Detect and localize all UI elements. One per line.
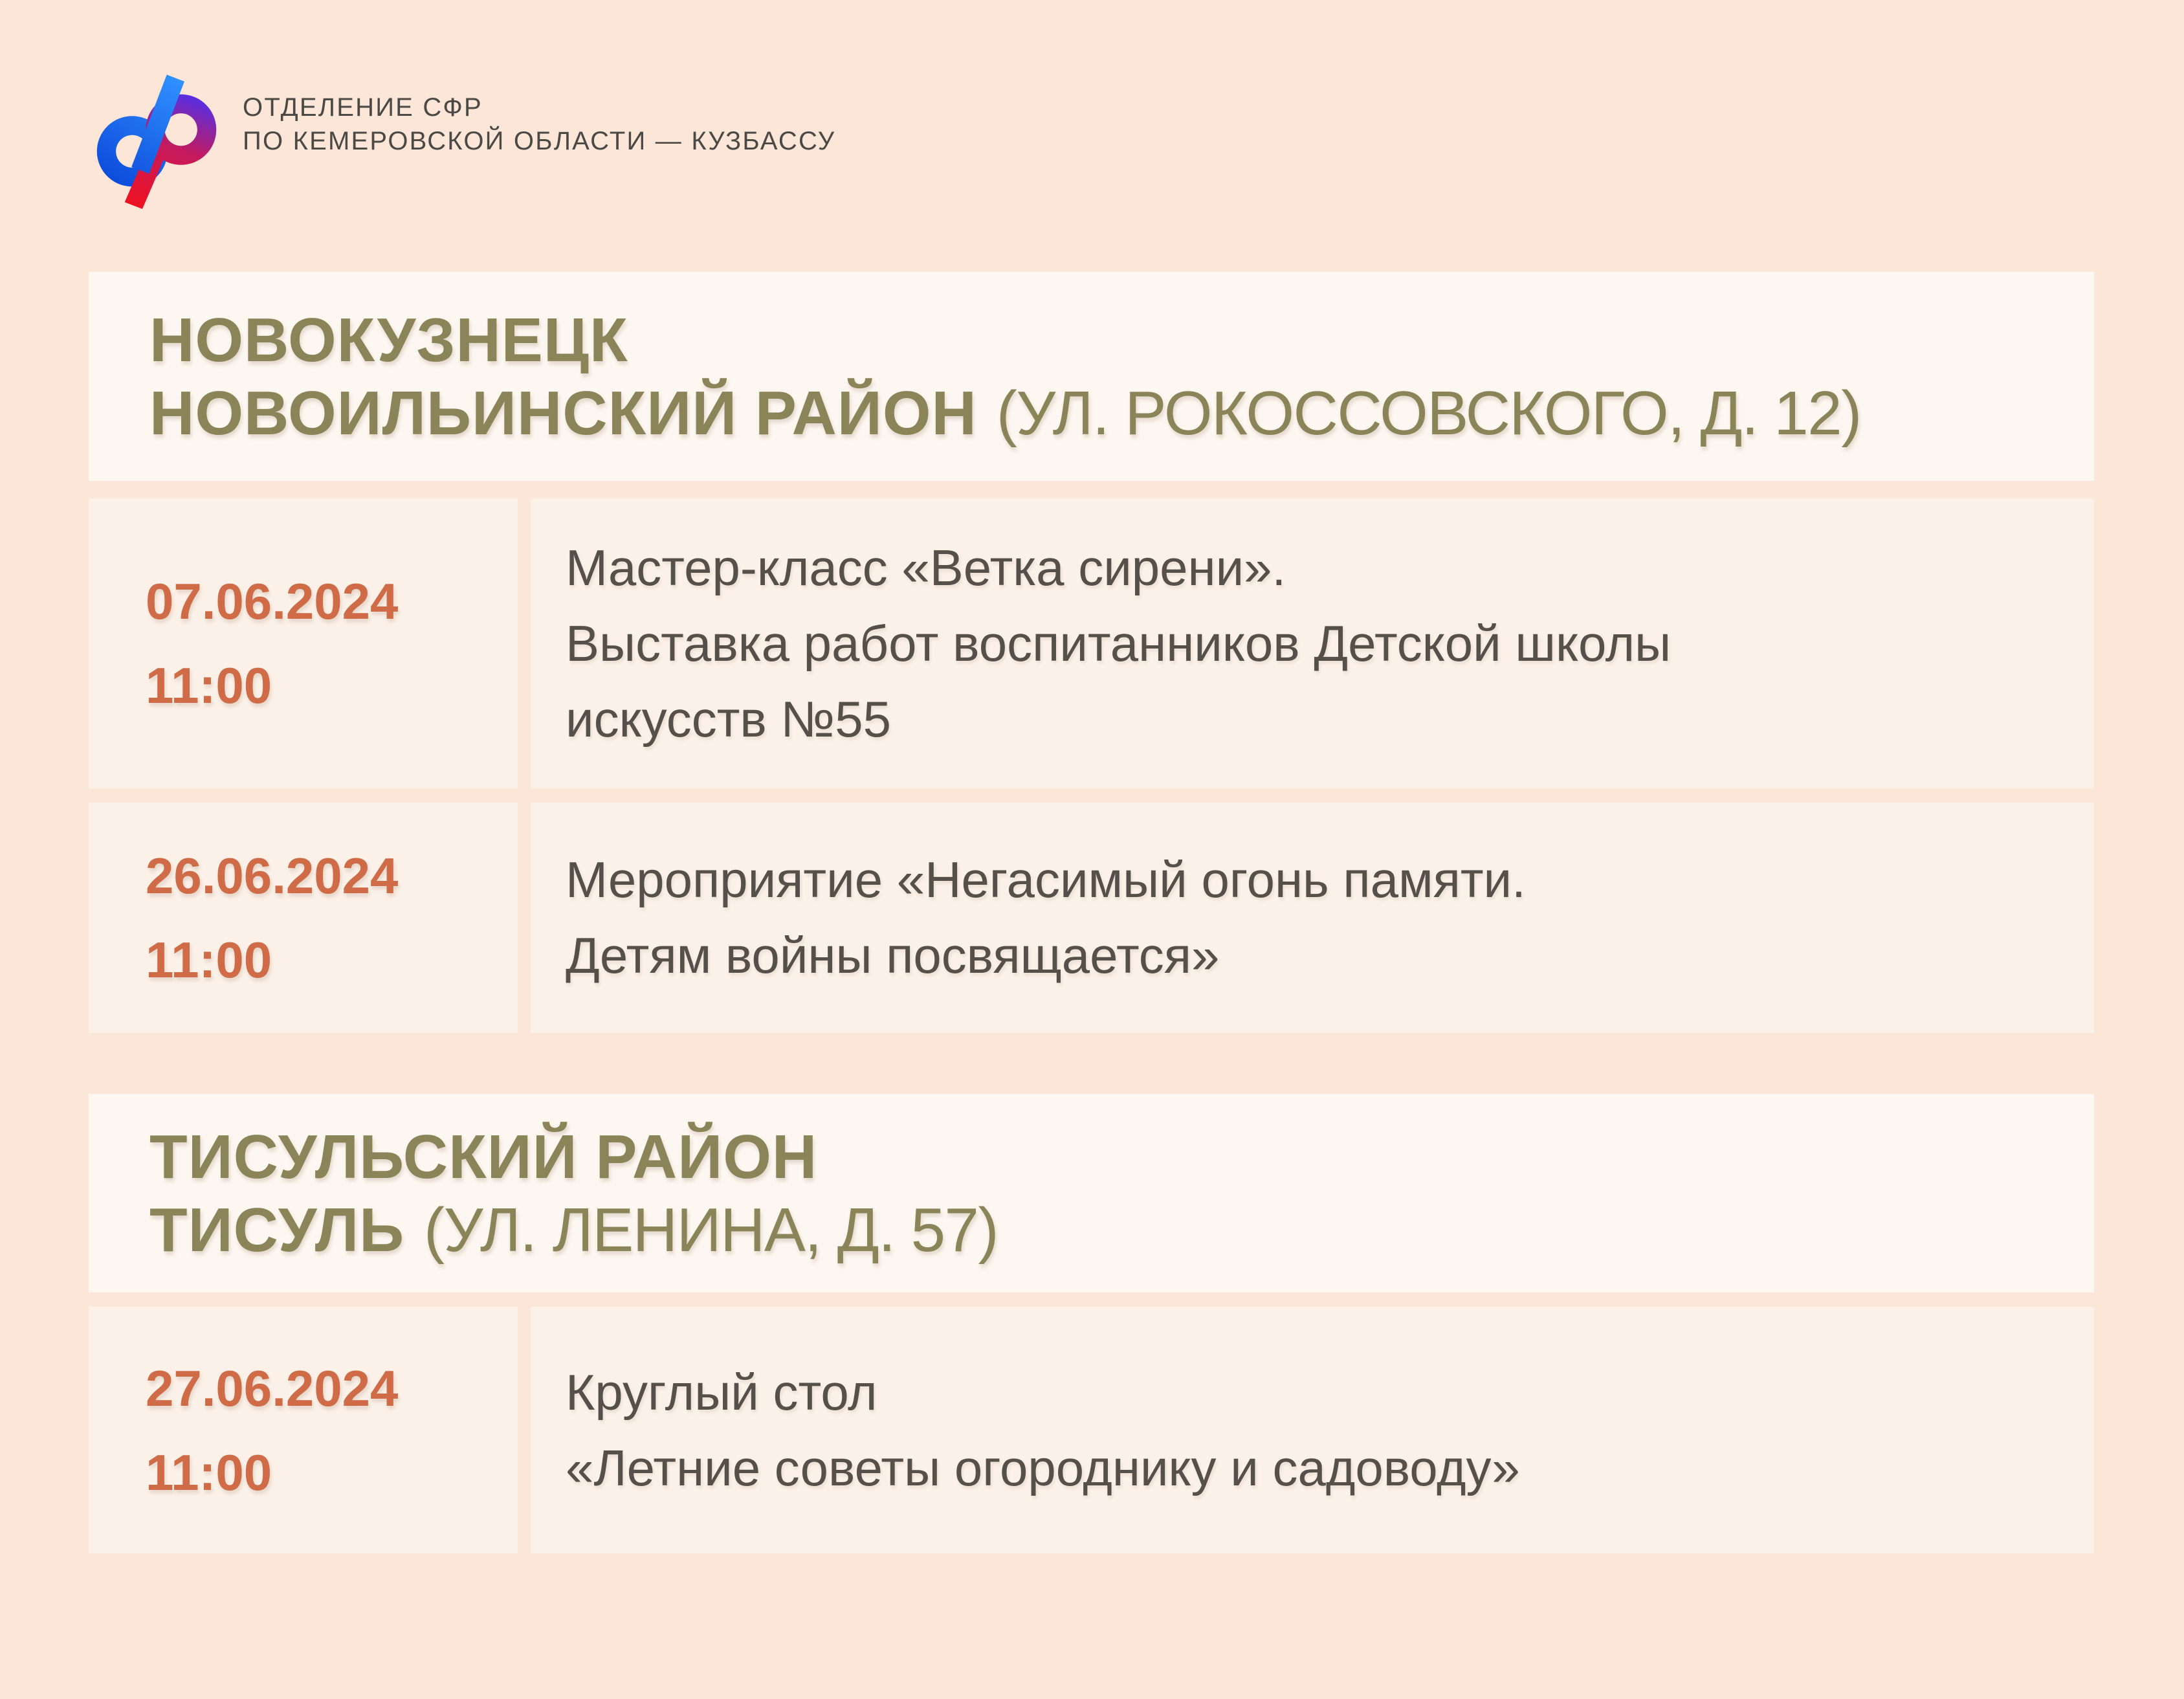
district-name: НОВОИЛЬИНСКИЙ РАЙОН bbox=[149, 378, 977, 448]
event-row bbox=[89, 1307, 2094, 1553]
section-header-tisul bbox=[89, 1094, 2094, 1293]
event-time: 11:00 bbox=[146, 931, 272, 988]
event-description-cell bbox=[531, 803, 2094, 1033]
brand-caption bbox=[243, 91, 835, 158]
town-address: (УЛ. ЛЕНИНА, Д. 57) bbox=[424, 1195, 998, 1265]
district-address: (УЛ. РОКОССОВСКОГО, Д. 12) bbox=[996, 378, 1861, 448]
event-row bbox=[89, 498, 2094, 788]
event-description-line: Мероприятие «Негасимый огонь памяти. bbox=[566, 851, 1526, 908]
event-description-cell bbox=[531, 1307, 2094, 1553]
event-row bbox=[89, 803, 2094, 1033]
section-header-novokuznetsk bbox=[89, 272, 2094, 481]
section-district-title bbox=[149, 377, 2094, 450]
sfr-logo-icon bbox=[89, 70, 225, 212]
section-town-title bbox=[149, 1194, 2094, 1267]
event-description-line: Детям войны посвящается» bbox=[566, 927, 1220, 984]
event-description-line: искусств №55 bbox=[566, 690, 891, 748]
event-description-line: «Летние советы огороднику и садоводу» bbox=[566, 1439, 1520, 1496]
event-date: 07.06.2024 bbox=[146, 573, 399, 630]
event-date-cell bbox=[89, 1307, 518, 1553]
event-description-cell bbox=[531, 498, 2094, 788]
event-time: 11:00 bbox=[146, 1443, 272, 1501]
event-description-line: Мастер-класс «Ветка сирени». bbox=[566, 539, 1286, 596]
section-district-title: ТИСУЛЬСКИЙ РАЙОН bbox=[149, 1122, 818, 1192]
brand-header bbox=[89, 70, 835, 212]
brand-caption-line1: ОТДЕЛЕНИЕ СФР bbox=[243, 93, 483, 122]
event-date: 27.06.2024 bbox=[146, 1359, 399, 1417]
brand-caption-line2: ПО КЕМЕРОВСКОЙ ОБЛАСТИ — КУЗБАССУ bbox=[243, 127, 836, 155]
event-description-line: Круглый стол bbox=[566, 1363, 877, 1421]
event-date-cell bbox=[89, 803, 518, 1033]
town-name: ТИСУЛЬ bbox=[149, 1195, 405, 1265]
event-time: 11:00 bbox=[146, 657, 272, 714]
section-city-title: НОВОКУЗНЕЦК bbox=[149, 305, 628, 375]
event-date: 26.06.2024 bbox=[146, 847, 399, 904]
event-description-line: Выставка работ воспитанников Детской школы bbox=[566, 614, 1671, 672]
event-date-cell bbox=[89, 498, 518, 788]
